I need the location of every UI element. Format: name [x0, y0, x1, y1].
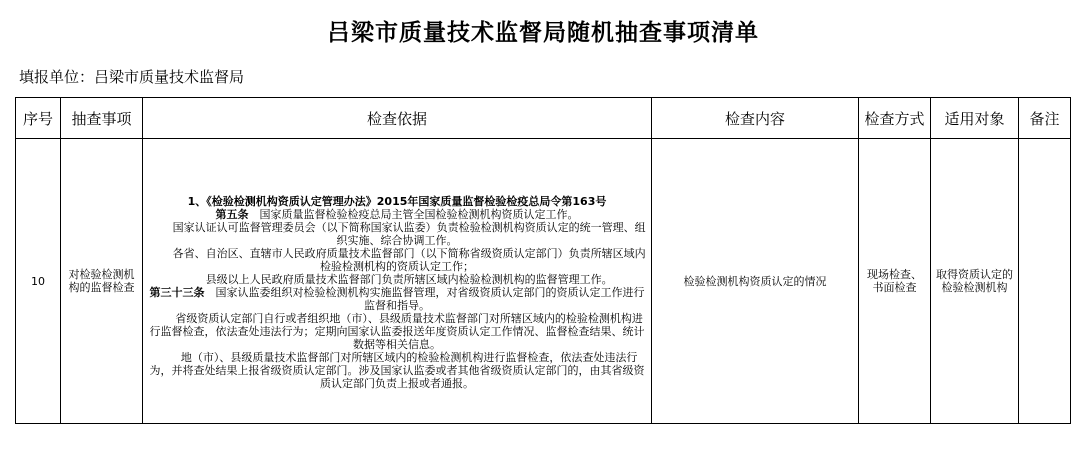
filing-unit: 填报单位：吕梁市质量技术监督局	[19, 68, 245, 86]
article-5-title: 第五条	[215, 207, 249, 221]
header-target: 适用对象	[931, 98, 1019, 139]
article-5-text-4: 县级以上人民政府质量技术监督部门负责所辖区域内检验检测机构的监督管理工作。	[205, 272, 613, 286]
table-header-row	[16, 98, 1071, 139]
cell-method: 现场检查、书面检查	[859, 139, 931, 424]
article-5-text-3: 各省、自治区、直辖市人民政府质量技术监督部门（以下简称省级资质认定部门）负责所辖区域内检验检测机构的资质认定工作；	[172, 246, 646, 273]
cell-content: 检验检测机构资质认定的情况	[652, 139, 859, 424]
header-seq: 序号	[16, 98, 61, 139]
cell-remark	[1019, 139, 1071, 424]
article-5-text-1: 国家质量监督检验检疫总局主管全国检验检测机构资质认定工作。	[248, 207, 579, 221]
cell-basis	[143, 139, 652, 424]
header-remark: 备注	[1019, 98, 1071, 139]
basis-heading: 1、《检验检测机构资质认定管理办法》2015年国家质量监督检验检疫总局令第163号	[187, 194, 607, 208]
table-row	[16, 139, 1071, 424]
article-33-text-2: 省级资质认定部门自行或者组织地（市）、县级质量技术监督部门对所辖区域内的检验检测机构进行监督检查，依法查处违法行为；定期向国家认监委报送年度资质认定工作情况、监督检查结果、统计数据等相关信息。	[149, 311, 645, 351]
article-33-text-3: 地（市）、县级质量技术监督部门对所辖区域内的检验检测机构进行监督检查，依法查处违法行为，并将查处结果上报省级资质认定部门。涉及国家认监委或者其他省级资质认定部门的，由其省级资质认定部门负责上报或者通报。	[149, 350, 645, 390]
cell-item: 对检验检测机构的监督检查	[61, 139, 143, 424]
cell-seq: 10	[16, 139, 61, 424]
basis-article-5	[147, 208, 647, 221]
cell-target: 取得资质认定的检验检测机构	[931, 139, 1019, 424]
article-33-title: 第三十三条	[149, 285, 205, 299]
header-method: 检查方式	[859, 98, 931, 139]
header-basis: 检查依据	[143, 98, 652, 139]
basis-article-33	[147, 286, 647, 312]
header-item: 抽查事项	[61, 98, 143, 139]
inspection-table	[15, 97, 1071, 424]
article-33-text-1: 国家认监委组织对检验检测机构实施监督管理，对省级资质认定部门的资质认定工作进行监督和指导。	[204, 285, 645, 312]
header-content: 检查内容	[652, 98, 859, 139]
page-title: 吕梁市质量技术监督局随机抽查事项清单	[327, 20, 759, 46]
article-5-text-2: 国家认证认可监督管理委员会（以下简称国家认监委）负责检验检测机构资质认定的统一管理、组织实施、综合协调工作。	[172, 220, 646, 247]
